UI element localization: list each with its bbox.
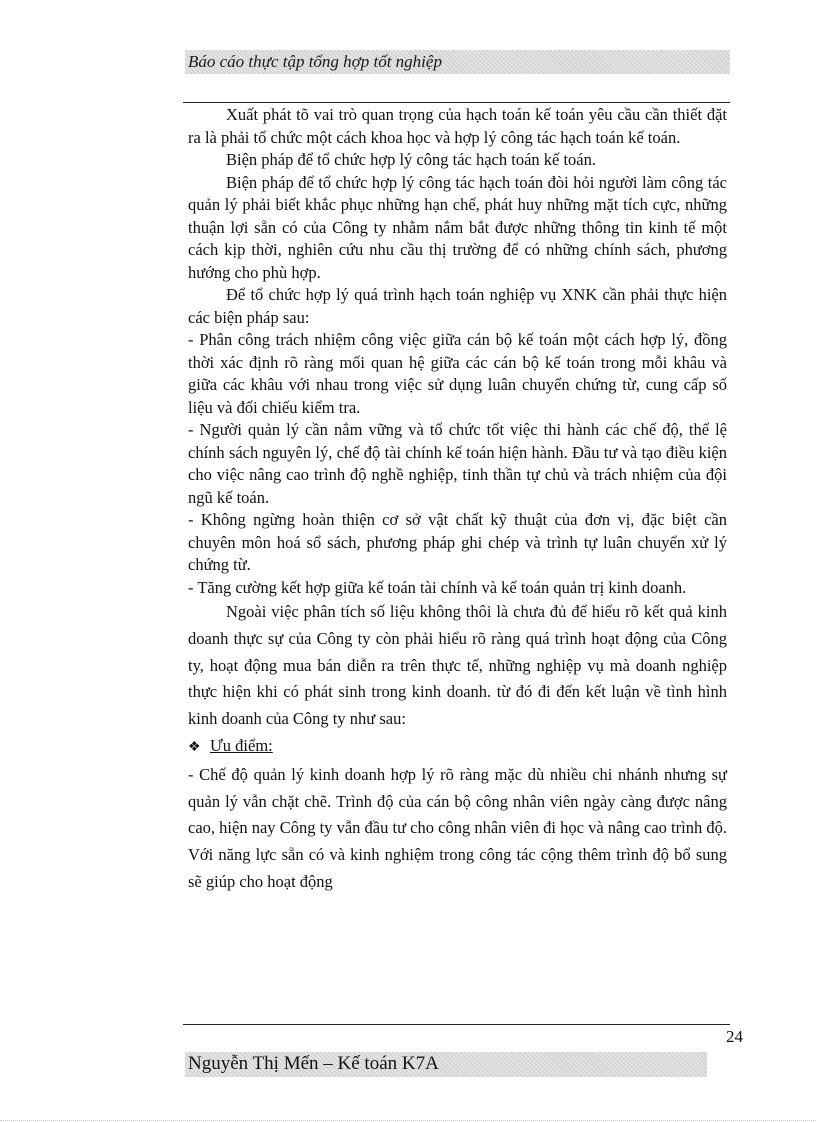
advantages-heading-text: Ưu điểm: xyxy=(210,735,273,755)
list-item-infrastructure: - Không ngừng hoàn thiện cơ sở vật chất kỹ thuật của đơn vị, đặc biệt cần chuyên môn hoá sổ sách, phương pháp ghi chép và trình tự luân chuyển xử lý chứng từ. xyxy=(188,510,727,574)
report-header-title: Báo cáo thực tập tổng hợp tốt nghiệp xyxy=(188,52,442,71)
header-band xyxy=(185,50,730,74)
footer-band xyxy=(185,1052,707,1077)
list-item-manager-regulations: - Người quản lý cần nắm vững và tổ chức tốt việc thi hành các chế độ, thể lệ chính sách nguyên lý, chế độ tài chính kế toán hiện hành. Đầu tư và tạo điều kiện cho việc nâng cao trình độ nghề nghiệp, tinh thần tự chủ và trách nhiệm của đội ngũ kế toán. xyxy=(188,420,727,507)
diamond-bullet-icon: ❖ xyxy=(188,739,201,755)
header-divider xyxy=(183,102,730,103)
paragraph-analysis: Ngoài việc phân tích số liệu không thôi là chưa đủ để hiểu rõ kết quả kinh doanh thực sự của Công ty còn phải hiểu rõ ràng quá trình hoạt động của Công ty, hoạt động mua bán diễn ra trên thực tế, những nghiệp vụ mà doanh nghiệp thực hiện khi có phát sinh trong kinh doanh. từ đó đi đến kết luận về tình hình kinh doanh của Công ty như sau: xyxy=(188,602,727,729)
paragraph-xnk-measures: Để tổ chức hợp lý quá trình hạch toán nghiệp vụ XNK cần phải thực hiện các biện pháp sau: xyxy=(188,285,727,327)
list-item-assign-responsibility: - Phân công trách nhiệm công việc giữa cán bộ kế toán một cách hợp lý, đồng thời xác định rõ ràng mối quan hệ giữa các cán bộ kế toán trong mỗi khâu và giữa các khâu với nhau trong việc sử dụng luân chuyển chứng từ, cung cấp số liệu và đối chiếu kiểm tra. xyxy=(188,330,727,417)
footer-author: Nguyễn Thị Mến – Kế toán K7A xyxy=(188,1053,439,1074)
footer-divider xyxy=(183,1024,730,1025)
list-item-combine-accounting: - Tăng cường kết hợp giữa kế toán tài chính và kế toán quản trị kinh doanh. xyxy=(188,577,687,597)
paragraph-advantages: - Chế độ quản lý kinh doanh hợp lý rõ ràng mặc dù nhiều chi nhánh nhưng sự quản lý vẫn chặt chẽ. Trình độ của cán bộ công nhân viên ngày càng được nâng cao, hiện nay Công ty vẫn đầu tư cho công nhân viên đi học và nâng cao trình độ. Với năng lực sẵn có và kinh nghiệm trong công tác cộng thêm trình độ bổ sung sẽ giúp cho hoạt động xyxy=(188,764,727,891)
paragraph-intro: Xuất phát tõ vai trò quan trọng của hạch toán kế toán yêu cầu cần thiết đặt ra là phải tổ chức một cách khoa học và hợp lý công tác hạch toán kế toán. xyxy=(188,105,727,147)
document-body xyxy=(188,104,727,896)
bottom-dotted-border xyxy=(0,1120,816,1121)
paragraph-measures-detail: Biện pháp để tổ chức hợp lý công tác hạch toán đòi hỏi người làm công tác quản lý phải biết khắc phục những hạn chế, phát huy những mặt tích cực, những thuận lợi sẵn có của Công ty nhằm nắm bắt được những thông tin kinh tế một cách kịp thời, nghiên cứu nhu cầu thị trường để có những chính sách, phương hướng cho phù hợp. xyxy=(188,172,727,282)
page-number: 24 xyxy=(726,1027,743,1046)
advantages-heading xyxy=(188,733,727,762)
paragraph-measures-title: Biện pháp để tổ chức hợp lý công tác hạch toán kế toán. xyxy=(226,150,597,169)
